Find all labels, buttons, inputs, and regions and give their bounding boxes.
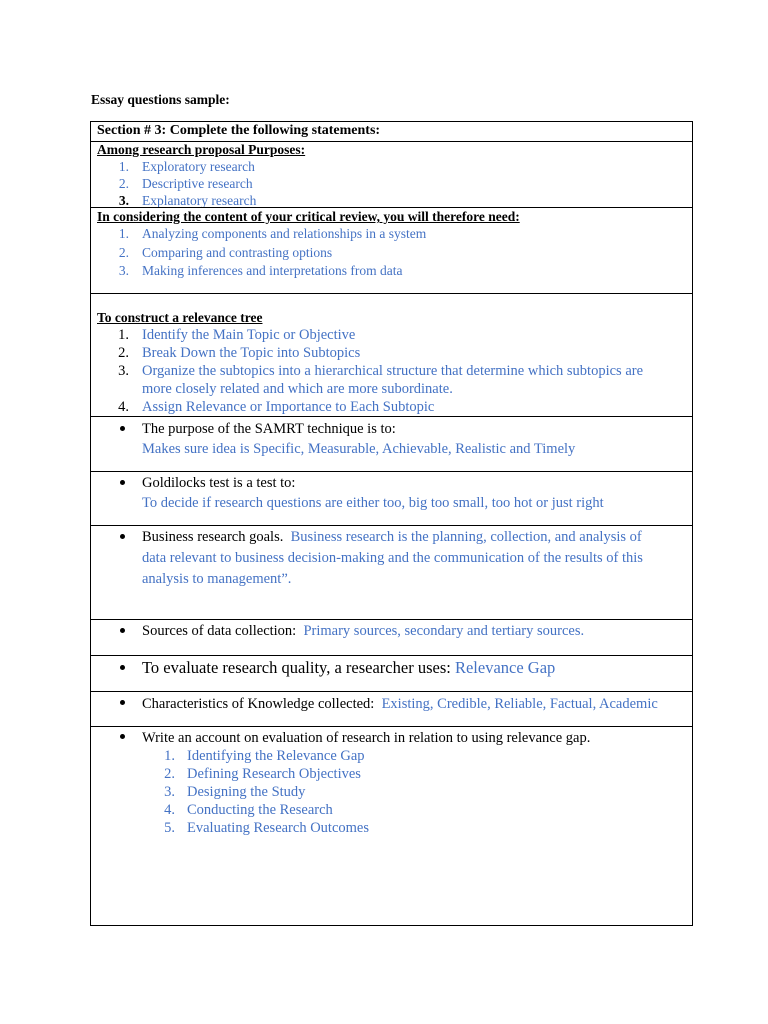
list-text: Explanatory research xyxy=(142,193,257,208)
account-list xyxy=(91,747,692,837)
sources-answer: Primary sources, secondary and tertiary sources. xyxy=(303,623,585,639)
list-text: Descriptive research xyxy=(142,176,253,191)
list-item xyxy=(91,326,672,344)
bullet-icon xyxy=(120,628,125,633)
list-text: Making inferences and interpretations from data xyxy=(142,263,403,278)
list-text: Conducting the Research xyxy=(187,802,333,818)
knowledge-prompt: Characteristics of Knowledge collected: xyxy=(142,696,375,712)
list-number: 3. xyxy=(118,263,129,278)
account-cell xyxy=(91,726,692,925)
list-item xyxy=(91,158,692,175)
list-item xyxy=(91,747,692,765)
knowledge-cell xyxy=(91,691,692,726)
critical-review-heading: In considering the content of your critical review, you will therefore need: xyxy=(97,209,520,224)
list-text: Evaluating Research Outcomes xyxy=(187,820,369,836)
list-number: 1. xyxy=(118,159,129,174)
bullet-icon xyxy=(120,734,125,739)
list-item xyxy=(91,225,692,244)
list-item xyxy=(91,398,672,416)
list-item xyxy=(91,262,692,281)
list-item xyxy=(91,801,692,819)
quality-answer: Relevance Gap xyxy=(454,658,556,677)
samrt-prompt: The purpose of the SAMRT technique is to: xyxy=(142,421,396,437)
bullet-icon xyxy=(120,700,125,705)
list-number: 1. xyxy=(118,226,129,241)
quality-prompt: To evaluate research quality, a researcher uses: xyxy=(142,658,451,677)
samrt-answer: Makes sure idea is Specific, Measurable, Achievable, Realistic and Timely xyxy=(142,441,576,457)
goldilocks-cell xyxy=(91,471,692,525)
questions-table xyxy=(90,121,693,926)
bullet-icon xyxy=(120,480,125,485)
list-item xyxy=(91,819,692,837)
purposes-heading: Among research proposal Purposes: xyxy=(97,142,306,157)
list-number: 3. xyxy=(118,193,129,208)
list-text: Identify the Main Topic or Objective xyxy=(142,327,356,343)
list-item xyxy=(91,344,672,362)
list-item xyxy=(91,362,672,398)
knowledge-answer: Existing, Credible, Reliable, Factual, Academic xyxy=(381,696,658,712)
list-text: Exploratory research xyxy=(142,159,255,174)
sources-prompt: Sources of data collection: xyxy=(142,623,297,639)
list-text: Organize the subtopics into a hierarchical structure that determine which subtopics are more closely related and which are more subordinate. xyxy=(142,363,644,397)
list-number: 3. xyxy=(164,784,175,800)
critical-review-list xyxy=(91,225,692,281)
purposes-list xyxy=(91,158,692,209)
list-number: 1. xyxy=(118,327,129,343)
quality-cell xyxy=(91,655,692,691)
relevance-tree-heading: To construct a relevance tree xyxy=(97,310,263,325)
business-goals-cell xyxy=(91,525,692,619)
list-text: Designing the Study xyxy=(187,784,306,800)
business-goals-prompt: Business research goals. xyxy=(142,529,284,545)
list-number: 2. xyxy=(164,766,175,782)
critical-review-cell xyxy=(91,207,692,293)
list-text: Defining Research Objectives xyxy=(187,766,361,782)
account-prompt: Write an account on evaluation of research in relation to using relevance gap. xyxy=(142,730,591,746)
purposes-cell xyxy=(91,141,692,207)
document-title: Essay questions sample: xyxy=(91,92,230,107)
list-text: Identifying the Relevance Gap xyxy=(187,748,365,764)
goldilocks-prompt: Goldilocks test is a test to: xyxy=(142,475,296,491)
list-number: 4. xyxy=(118,399,129,415)
list-number: 2. xyxy=(118,345,129,361)
bullet-icon xyxy=(120,534,125,539)
list-item xyxy=(91,244,692,263)
list-number: 2. xyxy=(118,244,129,260)
list-item xyxy=(91,175,692,192)
relevance-tree-cell xyxy=(91,293,692,416)
list-number: 5. xyxy=(164,820,175,836)
list-number: 1. xyxy=(164,748,175,764)
list-text: Analyzing components and relationships in a system xyxy=(142,226,427,241)
goldilocks-answer: To decide if research questions are either too, big too small, too hot or just right xyxy=(142,495,604,511)
samrt-cell xyxy=(91,416,692,471)
bullet-icon xyxy=(120,665,125,670)
relevance-tree-list xyxy=(91,326,692,416)
list-item xyxy=(91,783,692,801)
business-goals-answer: Business research is the planning, collection, and analysis of data relevant to business decision-making and the communication of the results of this analysis to management”. xyxy=(142,529,643,587)
bullet-icon xyxy=(120,426,125,431)
list-number: 3. xyxy=(118,363,129,379)
sources-cell xyxy=(91,619,692,655)
list-text: Assign Relevance or Importance to Each Subtopic xyxy=(142,399,435,415)
list-text: Break Down the Topic into Subtopics xyxy=(142,345,361,361)
list-item xyxy=(91,765,692,783)
section-header: Section # 3: Complete the following statements: xyxy=(97,123,381,138)
list-text: Comparing and contrasting options xyxy=(142,244,333,260)
list-number: 4. xyxy=(164,802,175,818)
list-number: 2. xyxy=(118,176,129,191)
